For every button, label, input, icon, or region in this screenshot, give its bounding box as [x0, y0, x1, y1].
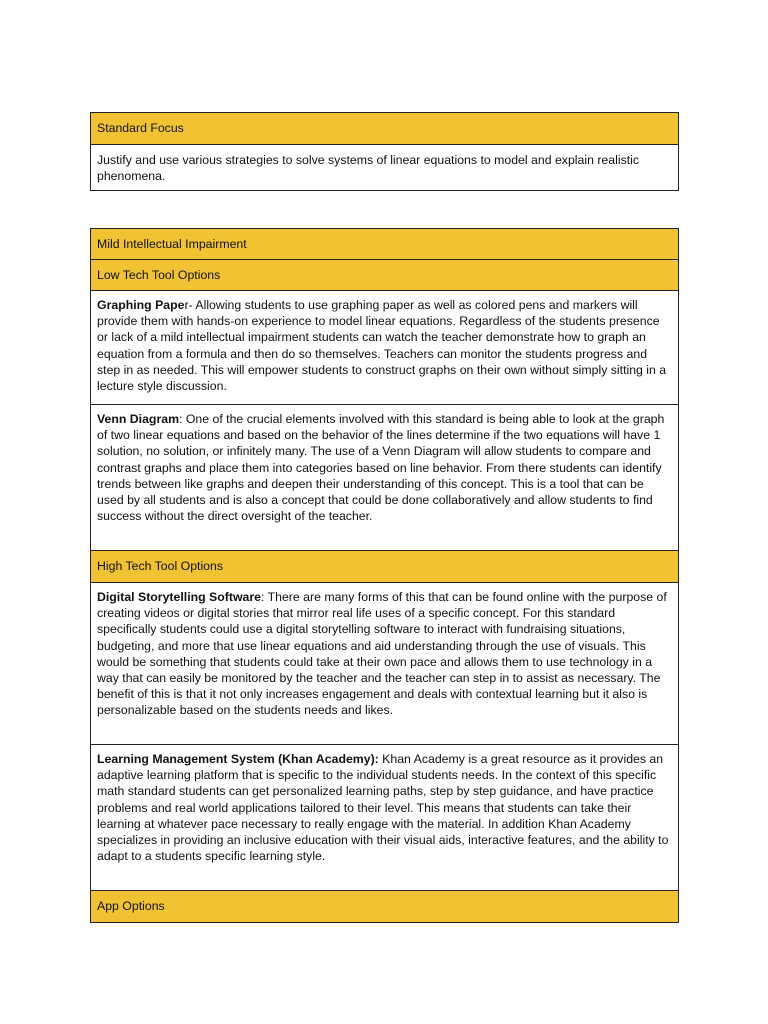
- category-header: [91, 229, 678, 260]
- digital-storytelling-text: : There are many forms of this that can be found online with the purpose of creating videos or digital stories that mirror real life uses of a specific concept. For this standard specifically students could use a digital storytelling software to interact with fundraising situations, budgeting, and more that use linear equations and aid understanding through the use of visuals. This would be something that students could take at their own pace and allows them to use technology in a way that can easily be monitored by the teacher and the teacher can step in to assist as necessary. The benefit of this is that it not only increases engagement and deals with contextual learning but it also is personalizable based on the students needs and likes.: [97, 590, 667, 718]
- graphing-paper-text: r- Allowing students to use graphing paper as well as colored pens and markers will provide them with hands-on experience to model linear equations. Regardless of the students presence or lack of a mild intellectual impairment students can watch the teacher demonstrate how to graph an equation from a formula and then do so themselves. Teachers can monitor the students progress and step in as needed. This will empower students to construct graphs on their own without simply sitting in a lecture style discussion.: [97, 298, 667, 394]
- standard-focus-header: [91, 113, 678, 145]
- digital-storytelling-cell: [91, 583, 678, 745]
- low-tech-header-text: Low Tech Tool Options: [97, 267, 221, 282]
- high-tech-header: [91, 551, 678, 583]
- venn-diagram-cell: [91, 405, 678, 551]
- graphing-paper-title: Graphing Pape: [97, 298, 185, 312]
- lms-title: Learning Management System (Khan Academy):: [97, 752, 379, 766]
- app-options-header: [91, 891, 678, 923]
- lms-text: Khan Academy is a great resource as it provides an adaptive learning platform that is specific to the individual students needs. In the context of this specific math standard students can get personalized learning paths, step by step guidance, and have practice problems and real world applications tailored to their level. This means that students can take their learning at whatever pace necessary to really engage with the material. In addition Khan Academy specializes in providing an inclusive education with their visual aids, interactive features, and the ability to adapt to a students specific learning style.: [97, 752, 669, 864]
- lms-cell: [91, 745, 678, 891]
- standard-focus-text-cell: [91, 145, 678, 191]
- standard-focus-header-text: Standard Focus: [97, 121, 184, 136]
- high-tech-header-text: High Tech Tool Options: [97, 559, 224, 574]
- digital-storytelling-title: Digital Storytelling Software: [97, 590, 261, 604]
- low-tech-header: [91, 260, 678, 291]
- category-header-text: Mild Intellectual Impairment: [97, 236, 247, 251]
- venn-diagram-text: : One of the crucial elements involved with this standard is being able to look at the graph of two linear equations and based on the behavior of the lines determine if the two equations will have 1 solution, no solution, or infinitely many. The use of a Venn Diagram will allow students to compare and contrast graphs and place them into categories based on line behavior. From there students can identify trends between like graphs and deepen their understanding of this concept. This is a tool that can be used by all students and is also a concept that could be done collaboratively and allow students to find success without the direct oversight of the teacher.: [97, 412, 665, 524]
- graphing-paper-cell: [91, 291, 678, 405]
- tool-options-table: [90, 228, 679, 923]
- app-options-header-text: App Options: [97, 899, 165, 914]
- standard-focus-table: [90, 112, 679, 191]
- standard-focus-text: Justify and use various strategies to solve systems of linear equations to model and explain realistic phenomena.: [97, 153, 640, 184]
- venn-diagram-title: Venn Diagram: [97, 412, 180, 426]
